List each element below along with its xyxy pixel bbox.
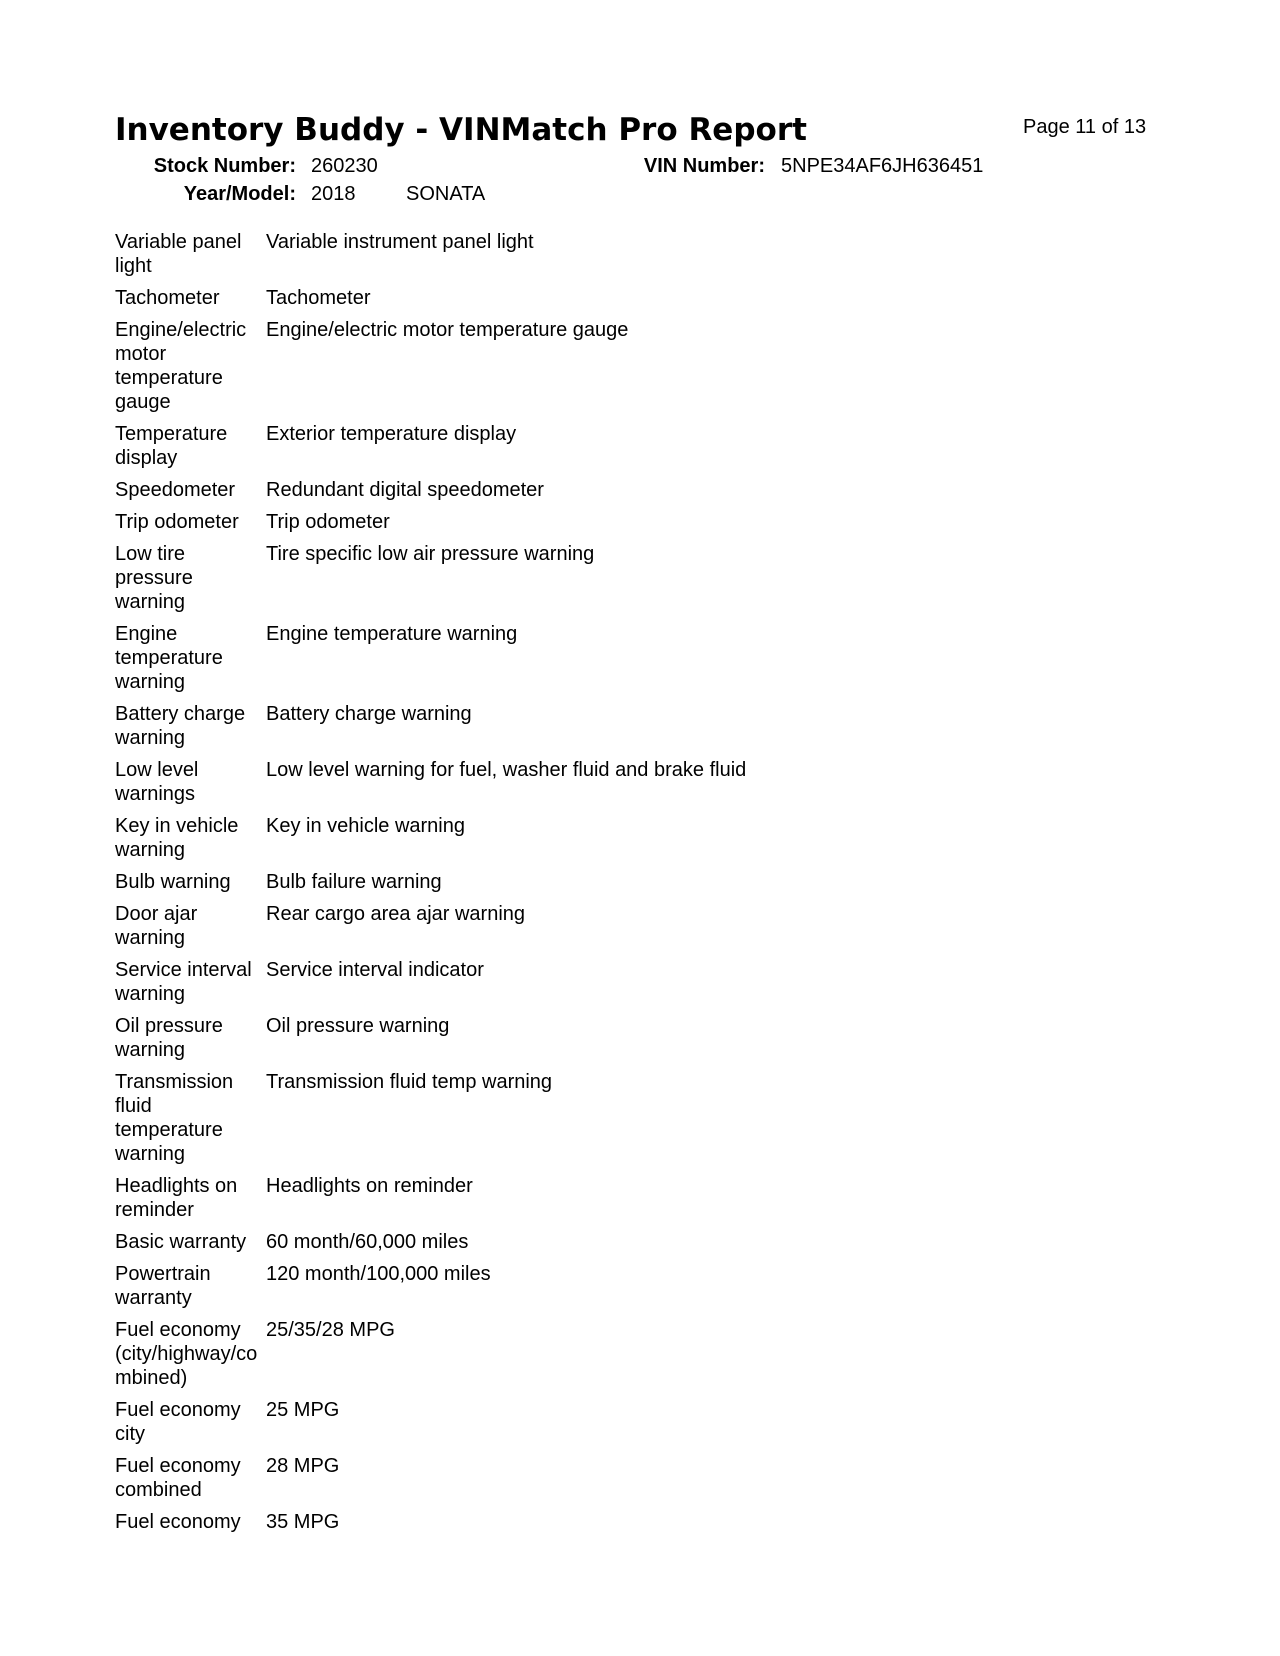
spec-value: Oil pressure warning: [266, 1015, 450, 1037]
spec-label: Battery charge warning: [115, 703, 246, 749]
spec-label: Low tire pressure warning: [115, 543, 193, 613]
spec-value: Key in vehicle warning: [266, 815, 465, 837]
spec-row: [115, 318, 1115, 414]
year-model-label: Year/Model:: [183, 183, 296, 205]
spec-label: Trip odometer: [115, 511, 239, 533]
stock-number-value: 260230: [311, 155, 378, 177]
spec-row: [115, 542, 1115, 614]
spec-row: [115, 902, 1115, 950]
spec-row: [115, 1510, 1115, 1534]
spec-label: Basic warranty: [115, 1231, 247, 1253]
spec-row: [115, 286, 1115, 310]
spec-value: Trip odometer: [266, 511, 390, 533]
spec-label: Fuel economy city: [115, 1399, 241, 1445]
report-title: Inventory Buddy - VINMatch Pro Report: [115, 112, 807, 148]
spec-value: Variable instrument panel light: [266, 231, 534, 253]
spec-label: Bulb warning: [115, 871, 231, 893]
spec-value: Tachometer: [266, 287, 371, 309]
vin-number-label: VIN Number:: [643, 155, 765, 177]
spec-row: [115, 230, 1115, 278]
vin-number-value: 5NPE34AF6JH636451: [781, 155, 984, 177]
spec-value: Tire specific low air pressure warning: [266, 543, 595, 565]
spec-value: Engine temperature warning: [266, 623, 518, 645]
spec-value: Exterior temperature display: [266, 423, 517, 445]
spec-row: [115, 1070, 1115, 1166]
spec-value: Redundant digital speedometer: [266, 479, 544, 501]
spec-label: Door ajar warning: [115, 903, 198, 949]
spec-row: [115, 1318, 1115, 1390]
spec-label: Low level warnings: [115, 759, 199, 805]
year-value: 2018: [311, 183, 356, 205]
spec-value: Engine/electric motor temperature gauge: [266, 319, 629, 341]
spec-label: Speedometer: [115, 479, 236, 501]
spec-label: Oil pressure warning: [115, 1015, 223, 1061]
spec-row: [115, 814, 1115, 862]
year-model-row: [0, 183, 1280, 209]
spec-row: [115, 1398, 1115, 1446]
spec-value: 60 month/60,000 miles: [266, 1231, 469, 1253]
model-value: SONATA: [406, 183, 486, 205]
spec-row: [115, 1454, 1115, 1502]
spec-value: Transmission fluid temp warning: [266, 1071, 553, 1093]
spec-row: [115, 702, 1115, 750]
spec-row: [115, 422, 1115, 470]
spec-value: 25/35/28 MPG: [266, 1319, 395, 1341]
spec-list: [115, 230, 1115, 1542]
spec-label: Temperature display: [115, 423, 228, 469]
spec-label: Fuel economy (city/highway/combined): [115, 1319, 258, 1389]
spec-label: Engine temperature warning: [115, 623, 223, 693]
spec-row: [115, 758, 1115, 806]
spec-value: Headlights on reminder: [266, 1175, 473, 1197]
spec-value: Bulb failure warning: [266, 871, 442, 893]
spec-row: [115, 1174, 1115, 1222]
spec-label: Variable panel light: [115, 231, 242, 277]
spec-label: Fuel economy combined: [115, 1455, 241, 1501]
spec-label: Fuel economy: [115, 1511, 241, 1533]
stock-number-row: [0, 155, 1280, 181]
spec-label: Service interval warning: [115, 959, 252, 1005]
spec-label: Key in vehicle warning: [115, 815, 239, 861]
spec-row: [115, 478, 1115, 502]
spec-label: Headlights on reminder: [115, 1175, 238, 1221]
spec-label: Tachometer: [115, 287, 220, 309]
spec-row: [115, 958, 1115, 1006]
stock-number-label: Stock Number:: [153, 155, 296, 177]
spec-label: Transmission fluid temperature warning: [115, 1071, 234, 1165]
spec-row: [115, 1014, 1115, 1062]
spec-value: Rear cargo area ajar warning: [266, 903, 526, 925]
spec-value: Low level warning for fuel, washer fluid and brake fluid: [266, 759, 747, 781]
spec-row: [115, 510, 1115, 534]
spec-value: 28 MPG: [266, 1455, 340, 1477]
spec-row: [115, 622, 1115, 694]
spec-row: [115, 870, 1115, 894]
spec-label: Engine/electric motor temperature gauge: [115, 319, 247, 413]
spec-value: 35 MPG: [266, 1511, 340, 1533]
spec-row: [115, 1230, 1115, 1254]
spec-value: Battery charge warning: [266, 703, 472, 725]
page-number: Page 11 of 13: [1023, 116, 1147, 138]
spec-row: [115, 1262, 1115, 1310]
spec-label: Powertrain warranty: [115, 1263, 211, 1309]
spec-value: 120 month/100,000 miles: [266, 1263, 491, 1285]
spec-value: 25 MPG: [266, 1399, 340, 1421]
spec-value: Service interval indicator: [266, 959, 484, 981]
